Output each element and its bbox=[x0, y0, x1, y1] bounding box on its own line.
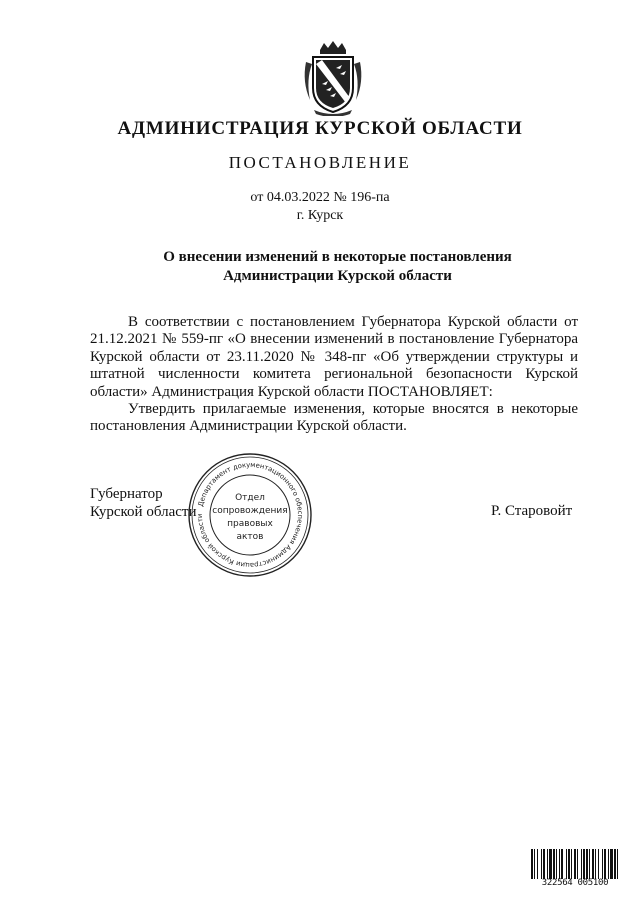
signatory-position-line-2: Курской области bbox=[90, 504, 197, 520]
body-paragraph-2: Утвердить прилагаемые изменения, которые вносятся в некоторые постановления Администрации Курской области. bbox=[90, 401, 578, 435]
barcode-number: 322564 005100 bbox=[541, 878, 609, 888]
document-city: г. Курск bbox=[296, 208, 344, 223]
subject-line-1: О внесении изменений в некоторые постановления bbox=[163, 249, 512, 265]
signatory-position-line-1: Губернатор bbox=[90, 486, 163, 502]
official-stamp bbox=[187, 452, 313, 578]
body-paragraph-1: В соответствии с постановлением Губернатора Курской области от 21.12.2021 № 559-пг «О внесении изменений в постановление Губернатора Курской области от 23.11.2020 № 348-пг «Об утверждении структуры и штатной численности комитета региональной безопасности Курской области» Администрация Курской области ПОСТАНОВЛЯЕТ: bbox=[90, 314, 578, 400]
subject-line-2: Администрации Курской области bbox=[223, 268, 452, 284]
stamp-line-4: актов bbox=[236, 532, 264, 542]
document-subject bbox=[80, 248, 595, 286]
signatory-position bbox=[90, 485, 196, 521]
stamp-line-1: Отдел bbox=[235, 493, 265, 503]
organization-title: АДМИНИСТРАЦИЯ КУРСКОЙ ОБЛАСТИ bbox=[117, 118, 523, 139]
document-type: ПОСТАНОВЛЕНИЕ bbox=[228, 153, 412, 172]
signatory-name: Р. Старовойт bbox=[491, 503, 573, 519]
document-body bbox=[90, 314, 578, 436]
coat-of-arms-icon bbox=[300, 40, 366, 116]
document-date-number: от 04.03.2022 № 196-па bbox=[250, 190, 390, 205]
stamp-line-3: правовых bbox=[227, 519, 273, 529]
stamp-ring-text: Департамент документационного обеспечения Администрации Курской области bbox=[195, 460, 305, 570]
barcode-icon bbox=[531, 849, 619, 879]
stamp-line-2: сопровождения bbox=[212, 506, 288, 516]
